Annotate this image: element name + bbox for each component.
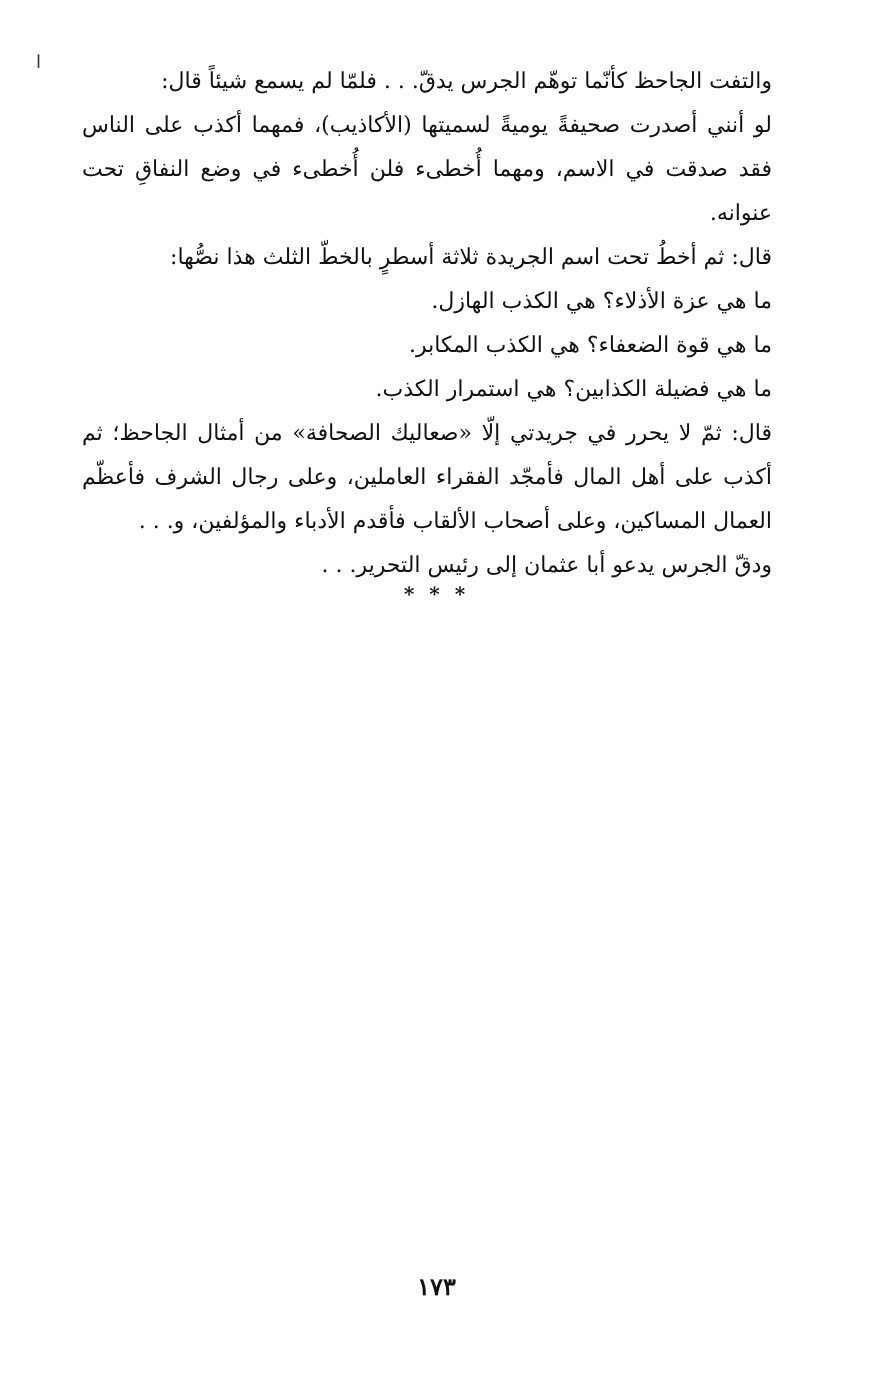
page-number: ١٧٣: [417, 1272, 456, 1301]
paragraph-4: [82, 280, 830, 324]
text-line: ما هي فضيلة الكذابين؟ هي استمرار الكذب.: [375, 377, 772, 402]
text-line: المساكين، وعلى أصحاب الألقاب فأقدم الأدباء والمؤلفين، و. . .: [138, 509, 707, 534]
text-line: الناس فقد صدقت في الاسم، ومهما أُخطىء فلن أُخطىء في وضع النفاقِ تحت: [82, 113, 772, 182]
text-line: والتفت الجاحظ كأنّما توهّم الجرس يدقّ. . . فلمّا لم يسمع شيئاً قال:: [161, 69, 772, 94]
paragraph-2: [82, 104, 830, 236]
section-separator: * * *: [403, 582, 470, 606]
paragraph-3: [82, 236, 830, 280]
paragraph-1: [82, 60, 830, 104]
text-line: أكذب على أهل المال فأمجّد الفقراء العاملين، وعلى رجال الشرف فأعظّم العمال: [82, 465, 772, 534]
text-line: عنوانه.: [709, 201, 772, 226]
text-line: ودقّ الجرس يدعو أبا عثمان إلى رئيس التحرير. . .: [321, 553, 772, 578]
paragraph-7: [82, 412, 830, 544]
text-line: لو أنني أصدرت صحيفةً يوميةً لسميتها (الأكاذيب)، فمهما أكذب على: [144, 113, 772, 138]
text-line: ما هي عزة الأذلاء؟ هي الكذب الهازل.: [431, 289, 772, 314]
text-line: ما هي قوة الضعفاء؟ هي الكذب المكابر.: [409, 333, 772, 358]
text-line: قال: ثمّ لا يحرر في جريدتي إلّا «صعاليك الصحافة» من أمثال الجاحظ؛ ثم: [82, 421, 772, 446]
body-text: [82, 60, 830, 588]
paragraph-5: [82, 324, 830, 368]
paragraph-6: [82, 368, 830, 412]
margin-mark: ا: [36, 52, 42, 73]
text-line: قال: ثم أخطُ تحت اسم الجريدة ثلاثة أسطرٍ بالخطّ الثلث هذا نصُّها:: [170, 245, 772, 270]
